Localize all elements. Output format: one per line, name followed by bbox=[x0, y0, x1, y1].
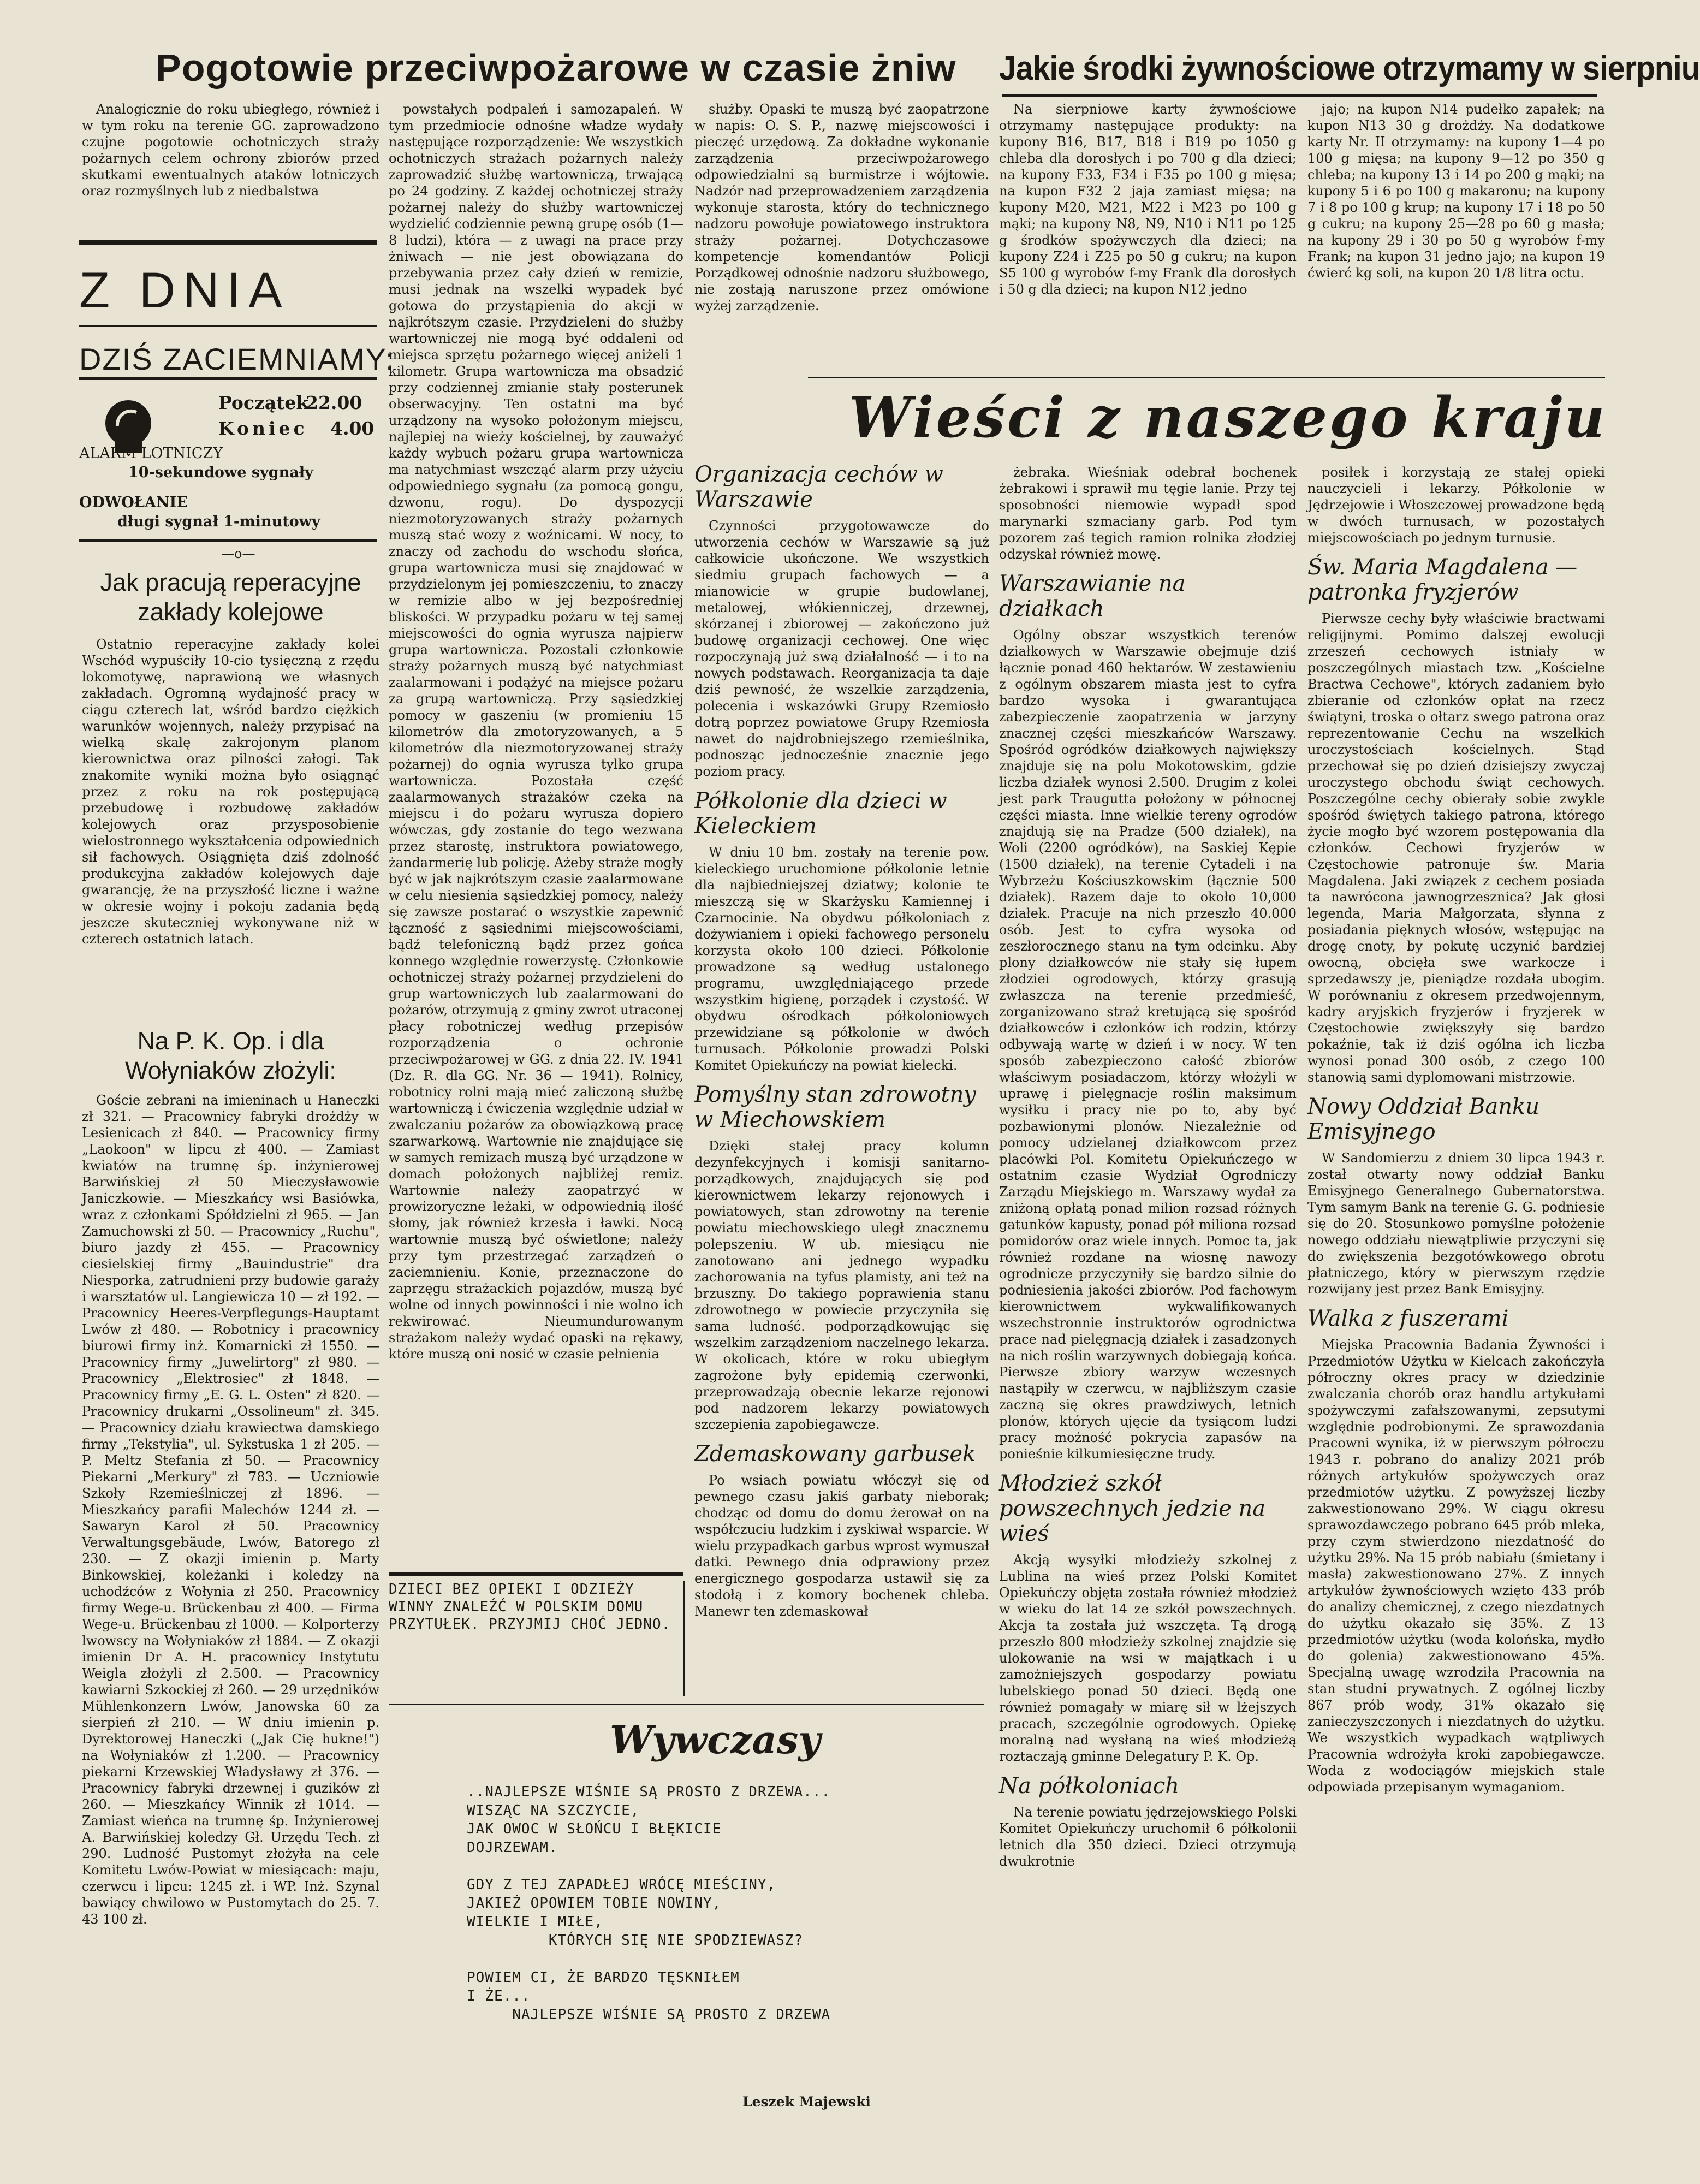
headline-wiesci: Wieści z naszego kraju bbox=[849, 385, 1607, 450]
koniec-label: Koniec bbox=[218, 418, 308, 439]
poem-line: NAJLEPSZE WIŚNIE SĄ PROSTO Z DRZEWA bbox=[467, 2007, 831, 2023]
wiesci-col1: Organizacja cechów w Warszawie Czynności przygotowawcze do utworzenia cechów w Warszawie są już całkowicie ukończone. We wszystkich siedmiu grupach fachowych — a mianowicie w grupie budowlanej, metalowej, włókienniczej, drzewnej, skórzanej i zbiorowej — zakończono już budowę organizacji cechowej. One więc rozpoczynają już swą działalność — i to na nowych podstawach. Reorganizacja ta daje dziś pewność, że wszelkie zarządzenia, polecenia i wskazówki Grupy Rzemiosło dotrą poprzez powiatowe Grupy Rzemiosła nawet do najdrobniejszego rzemieślnika, podnosząc jednocześnie znacznie jego poziom pracy. Półkolonie dla dzieci w Kieleckiem W dniu 10 bm. zostały na terenie pow. kieleckiego uruchomione półkolonie letnie dla najbiedniejszej dziatwy; kolonie te mieszczą się w Skarżysku Kamiennej i Czarnocinie. Na obydwu półkoloniach z dożywianiem i opieki fachowego personelu korzysta około 100 dzieci. Półkolonie prowadzone są według ustalonego programu, uwzględniającego przede wszystkim higienę, porządek i czystość. W obydwu ośrodkach półkoloniowych przewidziane są półkolonie w dwóch turnusach. Półkolonie prowadzi Polski Komitet Opiekuńczy na powiat kielecki. Pomyślny stan zdrowotny w Miechowskiem Dzięki stałej pracy kolumn dezynfekcyjnych i komisji sanitarno-porządkowych, znajdujących się pod kierownictwem lekarzy rejonowych i powiatowych, stan zdrowotny na terenie powiatu miechowskiego uległ znacznemu polepszeniu. W ub. miesiącu nie zanotowano ani jednego wypadku zachorowania na tyfus plamisty, ani też na brzuszny. Do takiego poprawienia stanu zdrowotnego w powiecie przyczyniła się sama ludność. podporządkowując się wszelkim zarządzeniom naczelnego lekarza. W okolicach, które w roku ubiegłym zagrożone były epidemią czerwonki, przeprowadzają obecnie lekarze rejonowi pod nadzorem lekarzy powiatowych szczepienia zapobiegawcze. Zdemaskowany garbusek Po wsiach powiatu włóczył się od pewnego czasu jakiś garbaty nieborak; chodząc od domu do domu żerował on na współczuciu ludzkim i zyskiwał wsparcie. W wielu przypadkach garbus wprost wymuszał datki. Pewnego dnia odprawiony przez energicznego gospodarza ustawił się za stodołą i z komory bochenek chleba. Manewr ten zdemaskował bbox=[694, 462, 989, 1619]
pogotowie-col3: służby. Opaski te muszą być zaopatrzone w napis: O. S. P., nazwę miejscowości i pieczęć urzędową. Za dokładne wykonanie zarządzenia przeciwpożarowego odpowiedzialni są burmistrze i wójtowie. Nadzór nad przeprowadzeniem zarządzenia wykonuje starosta, który do technicznego nadzoru powołuje powiatowego instruktora straży pożarnej. Dotychczasowe kompetencje komendantów Policji Porządkowej odnośnie nadzoru służbowego, nie zostają naruszone przez omówione wyżej zarządzenie. bbox=[694, 102, 989, 313]
poem-line: WISZĄC NA SZCZYCIE, bbox=[467, 1802, 640, 1819]
pkop-body: Goście zebrani na imieninach u Haneczki zł 321. — Pracownicy fabryki drożdży w Lesienicach zł 840. — Pracownicy firmy „Laokoon" w lipcu zł 400. — Zamiast kwiatów na trumnę śp. inżynierowej Barwińskiej zł 50 Mieczysławowie Janiczkowie. — Mieszkańcy wsi Basiówka, wraz z członkami Spółdzielni zł 965. — Jan Zamuchowski zł 50. — Pracownicy „Ruchu", biuro jazdy zł 455. — Pracownicy ciesielskiej firmy „Bauindustrie" dra Niesporka, zatrudnieni przy budowie garaży i warsztatów ul. Langiewicza 10 — zł 192. — Pracownicy Heeres-Verpflegungs-Hauptamt Lwów zł 480. — Robotnicy i pracownicy biurowi firmy inż. Komarnicki zł 1550. — Pracownicy firmy „Juwelirtorg" zł 980. — Pracownicy „Elektrosiec" zł 1848. — Pracownicy firmy „E. G. L. Osten" zł 820. — Pracownicy drukarni „Ossolineum" zł. 345. — Pracownicy działu krawiectwa damskiego firmy „Tekstylia", ul. Sykstuska 1 zł 205. — P. Meltz Stefania zł 50. — Pracownicy Piekarni „Merkury" zł 783. — Uczniowie Szkoły Rzemieślniczej zł 1896. — Mieszkańcy parafii Malechów 1244 zł. — Sawaryn Karol zł 50. Pracownicy Verwaltungsgebäude, Lwów, Batorego zł 230. — Z okazji imienin p. Marty Binkowskiej, koleżanki i koledzy na uchodźców z Wołynia zł 250. Pracownicy firmy Wege-u. Brückenbau zł 400. — Firma Wege-u. Brückenbau zł 1000. — Kolporterzy lwowscy na Wołyniaków zł 1884. — Z okazji imienin Dr A. H. pracownicy Instytutu Weigla złożyli zł 2.500. — Pracownicy kawiarni Szkockiej zł 260. — 29 urzędników Mühlenkonzern Lwów, Janowska 60 za sierpień zł 210. — W dniu imienin p. Dyrektorowej Haneczki („Jak Cię hukne!") na Wołyniaków zł 1.200. — Pracownicy piekarni Krzewskiej Władysławy zł 376. — Pracownicy fabryki drzewnej i guzików zł 260. — Mieszkańcy Winnik zł 1014. — Zamiast wieńca na trumnę śp. Inżynierowej A. Barwińskiej koledzy Gł. Urzędu Tech. zł 290. Ludność Pustomyt złożyła na cele Komitetu Lwów-Powiat w miesiącach: maju, czerwcu i lipcu: 1245 zł. i WP. Inż. Szynal bawiący chwilowo w Pustomytach do 25. 7. 43 100 zł. bbox=[82, 1093, 379, 1927]
poem-line: POWIEM CI, ŻE BARDZO TĘSKNIŁEM bbox=[467, 1969, 740, 1986]
pkop-title: Na P. K. Op. i dla Wołyniaków złożyli: bbox=[125, 1027, 336, 1084]
subhead-polkolonie-kieleckie: Półkolonie dla dzieci w Kieleckiem bbox=[694, 788, 947, 839]
srodki-col2: jajo; na kupon N14 pudełko zapałek; na kupon N13 30 g drożdży. Na dodatkowe karty Nr. II otrzymamy: na kupony 1—4 po 100 g mięsa; na kupony 9—12 po 350 g chleba; na kupony 13 i 14 po 200 g mąki; na kupony 5 i 6 po 100 g makaronu; na kupony 7 i 8 po 100 g krup; na kupony 17 i 18 po 50 g cukru; na kupony 25—28 po 60 g masła; na kupony 29 i 30 po 50 g wyrobów f-my Frank; na kupon 31 jedno jajo; na kupon 19 ćwierć kg soli, na kupon 20 1/8 litra octu. bbox=[1307, 102, 1605, 281]
zdnia-top-rule bbox=[79, 240, 377, 245]
zaciemniamy-rule bbox=[79, 377, 377, 380]
subhead-magdalena: Św. Maria Magdalena — patronka fryzjerów bbox=[1307, 555, 1578, 605]
poczatek-time: 22.00 bbox=[306, 392, 362, 413]
poem-line bbox=[467, 1857, 947, 1876]
subhead-cechy: Organizacja cechów w Warszawie bbox=[694, 462, 943, 512]
zaciemniamy-label: DZIŚ ZACIEMNIAMY: bbox=[79, 342, 395, 376]
poem-line: JAK OWOC W SŁOŃCU I BŁĘKICIE bbox=[467, 1821, 722, 1837]
wywczasy-top-rule bbox=[389, 1704, 984, 1705]
poem-author: Leszek Majewski bbox=[742, 2094, 871, 2110]
srodki-col1: Na sierpniowe karty żywnościowe otrzymamy następujące produkty: na kupony B16, B17, B18 i B19 po 1050 g chleba dla dorosłych i po 700 g dla dzieci; na kupony F33, F34 i F35 po 100 g mięsa; na kupon F32 2 jaja zamiast mięsa; na kupony M20, M21, M22 i M23 po 100 g mąki; na kupony N8, N9, N10 i N11 po 125 g środków spożywczych dla dzieci; na kupony Z24 i Z25 po 50 g cukru; na kupon S5 100 g wyrobów f-my Frank dla dorosłych i 50 g dla dzieci; na kupon N12 jedno bbox=[999, 102, 1297, 297]
zdnia-mid-rule bbox=[79, 325, 377, 327]
alarm-signal: 10-sekundowe sygnały bbox=[128, 464, 313, 481]
subhead-garbusek: Zdemaskowany garbusek bbox=[694, 1441, 976, 1467]
pogotowie-col2: powstałych podpaleń i samozapaleń. W tym przedmiocie odnośne władze wydały następujące rozporządzenie: We wszystkich ochotniczych strażach pożarnych należy zaprowadzić służbę wartowniczą, trwającą po 24 godziny. Z każdej ochotniczej straży pożarnej należy do służby wartowniczej wydzielić codziennie pewną grupę osób (1—8 ludzi), która — z uwagi na prace przy żniwach — nie jest obowiązana do przebywania przez cały dzień w remizie, musi jednak na wszelki wypadek być gotowa do przystąpienia do akcji w najkrótszym czasie. Przydzieleni do służby wartowniczej nie mogą być oddaleni od miejsca sprzętu pożarnego więcej aniżeli 1 kilometr. Grupa wartownicza ma obsadzić przy codziennej zmianie stały posterunek obserwacyjny. Ten ostatni ma być urządzony na wysoko położonym miejscu, najlepiej na wieży kościelnej, by zauważyć każdy wybuch pożaru grupa wartownicza ma natychmiast wszcząć alarm przy użyciu odpowiedniego sygnału (za pomocą gongu, dzwonu, rogu). Do dyspozycji niezmotoryzowanych straży pożarnych muszą stać wozy z woźnicami. W nocy, to znaczy od zachodu do wschodu słońca, grupa wartownicza musi się znajdować w przydzielonym jej pomieszczeniu, to znaczy w remizie albo w jej bezpośredniej bliskości. W przypadku pożaru w tej samej miejscowości do ognia wyrusza najpierw grupa wartownicza. Pozostali członkowie straży pożarnych muszą być natychmiast zaalarmowani i podążyć na miejsce pożaru za grupą wartowniczą. Przy sąsiedzkiej pomocy w gaszeniu (w promieniu 15 kilometrów dla zmotoryzowanych, a 5 kilometrów dla niezmotoryzowanej straży pożarnej) do ognia wyrusza tylko grupa wartownicza. Pozostała część zaalarmowanych strażaków czeka na miejscu i do pożaru wyrusza dopiero wówczas, gdy zostanie do tego wezwana przez starostę, instruktora powiatowego, żandarmerię lub policję. Ażeby straże mogły być w jak najkrótszym czasie zaalarmowane w celu niesienia sąsiedzkiej pomocy, należy się zawsze postarać o wszystkie zapewnić łączność z sąsiednimi miejscowościami, bądź telefoniczną bądź przez gońca konnego względnie rowerzystę. Członkowie ochotniczej straży pożarnej przydzieleni do grup wartowniczych lub zaalarmowani do pożarów, otrzymują z gminy zwrot utraconej płacy robotniczej według przepisów rozporządzenia o ochronie przeciwpożarowej w GG. z dnia 22. IV. 1941 (Dz. R. dla GG. Nr. 36 — 1941). Rolnicy, robotnicy rolni mają mieć zaliczoną służbę wartowniczą i ćwiczenia względnie udział w zwalczaniu pożarów za obowiązkową pracę szarwarkową. Wartownie nie znajdujące się w samych remizach muszą być urządzone w domach położonych najbliżej remiz. Wartownie należy zaopatrzyć w prowizoryczne leżaki, w odpowiednią ilość słomy, jak również krzesła i ławki. Nocą wartownie muszą być oświetlone; należy przy tym przestrzegać zarządzeń o zaciemnieniu. Konie, przeznaczone do zaprzęgu strażackich pojazdów, muszą być wolne od innych powinności i nie wolno ich rekwirować. Nieumundurowanym strażakom należy wydać opaski na rękawy, które muszą oni nosić w czasie pełnienia bbox=[389, 102, 683, 1362]
poem-line: KTÓRYCH SIĘ NIE SPODZIEWASZ? bbox=[467, 1932, 804, 1949]
wiesci-top-rule bbox=[808, 377, 1605, 378]
headline-srodki: Jakie środki żywnościowe otrzymamy w sierpniu bbox=[999, 50, 1700, 87]
subhead-fuszery: Walka z fuszerami bbox=[1307, 1306, 1509, 1331]
poem-line bbox=[467, 1950, 947, 1968]
wywczasy-poem bbox=[467, 1783, 947, 2024]
poem-line: ..NAJLEPSZE WIŚNIE SĄ PROSTO Z DRZEWA... bbox=[467, 1784, 831, 1800]
poem-line: I ŻE... bbox=[467, 1988, 531, 2004]
wiesci-col2: żebraka. Wieśniak odebrał bochenek żebrakowi i sprawił mu tęgie lanie. Przy tej sposobności niemowie wypadł spod marynarki szmaciany garb. Pod tym pozorem zaś tegich ramion rolnika złodziej odzyskał również mowę. Warszawianie na działkach Ogólny obszar wszystkich terenów działkowych w Warszawie obejmuje dziś łącznie ponad 460 hektarów. W zestawieniu z ogólnym obszarem miasta jest to cyfra bardzo wysoka i gwarantująca zabezpieczenie zaopatrzenia w jarzyny znacznej części mieszkańców Warszawy. Spośród ogródków działkowych największy znajduje się na polu Mokotowskim, gdzie liczba działek wynosi 2.500. Drugim z kolei jest park Traugutta położony w północnej części miasta. Inne wielkie tereny ogrodów znajdują się na Pradze (500 działek), na Woli (2200 ogródków), na Saskiej Kępie (1500 działek), na terenie Cytadeli i na Wybrzeżu Kościuszkowskim (łącznie 500 działek). Razem daje to około 10,000 działek. Pracuje na nich przeszło 40.000 osób. Jest to cyfra wysoka od zeszłorocznego stanu na tym odcinku. Aby plony działkowców nie stały się łupem złodziei ogrodowych, którzy grasują zwłaszcza na terenie przedmieść, zorganizowano straż kretującą się spośród działkowców i członków ich rodzin, którzy odbywają wartę w dzień i w nocy. W ten sposób zabezpieczono całość zbiorów właściwym posiadaczom, którzy włożyli w uprawę i pielęgnacje roślin maksimum wysiłku i pracy nie po to, aby być pozbawionymi plonów. Niezależnie od pomocy udzielanej działkowcom przez placówki Pol. Komitetu Opiekuńczego w ostatnim czasie Wydział Ogrodniczy Zarządu Miejskiego m. Warszawy wydał za zniżoną opłatą ponad milion rozsad różnych gatunków kapusty, ponad pół miliona rozsad pomidorów oraz wiele innych. Pomoc ta, jak również rozdane na wiosnę nawozy ogrodnicze przyczyniły się bardzo silnie do podniesienia jakości zbiorów. Pod fachowym kierownictwem wykwalifikowanych wszechstronnie instruktorów ogrodnictwa prace nad pielęgnacją działek i zasadzonych na nich roślin warzywnych dobiegają końca. Pierwsze zbiory warzyw wczesnych nastąpiły w czerwcu, w najbliższym czasie zaczną się okres prawdziwych, letnich plonów, których ujęcie da tysiącom ludzi pracy możność pokrycia zapasów na ponieśnie kilkumiesięczne trudy. Młodzież szkół powszechnych jedzie na wieś Akcją wysyłki młodzieży szkolnej z Lublina na wieś przez Polski Komitet Opiekuńczy objęta została również młodzież w wieku do lat 14 ze szkół powszechnych. Akcja ta została już wszczęta. Tą drogą przeszło 800 młodzieży szkolnej znajdzie się ulokowanie na wsi w majątkach i u zamożniejszych gospodarzy powiatu lubelskiego ponad 50 dzieci. Będą one również pomagały w miarę sił w lżejszych pracach, szczególnie ogrodowych. Opiekę moralną nad wysłaną na wieś młodzieżą roztaczają gminne Delegatury P. K. Op. Na półkoloniach Na terenie powiatu jędrzejowskiego Polski Komitet Opiekuńczy uruchomił 6 półkolonii letnich dla 350 dzieci. Dzieci otrzymują dwukrotnie bbox=[999, 465, 1297, 1869]
subhead-na-polkoloniach: Na półkoloniach bbox=[999, 1773, 1179, 1799]
dzieci-appeal-box: DZIECI BEZ OPIEKI I ODZIEŻY WINNY ZNALEŹĆ W POLSKIM DOMU PRZYTUŁEK. PRZYJMIJ CHOĆ JEDNO. bbox=[389, 1581, 685, 1696]
poem-line: DOJRZEWAM. bbox=[467, 1839, 558, 1856]
koniec-time: 4.00 bbox=[330, 418, 375, 439]
odwolanie-label: ODWOŁANIE bbox=[79, 494, 188, 511]
poczatek-label: Początek bbox=[218, 392, 309, 413]
pogotowie-col2-rule bbox=[389, 1572, 683, 1576]
zdnia-bottom-rule bbox=[79, 539, 377, 542]
wiesci-col3: posiłek i korzystają ze stałej opieki nauczycieli i lekarzy. Półkolonie w Jędrzejowie i Włoszczowej prowadzone będą w dwóch turnusach, w pozostałych miejscowościach po jednym turnusie. Św. Maria Magdalena — patronka fryzjerów Pierwsze cechy były właściwie bractwami religijnymi. Pomimo dalszej ewolucji zrzeszeń cechowych istniały w poszczególnych miastach tzw. „Kościelne Bractwa Cechowe", których zadaniem było zbieranie od członków opłat na rzecz świątyni, troska o ołtarz swego patrona oraz reprezentowanie Cechu na wszelkich uroczystościach kościelnych. Stąd przechował się po dzień dzisiejszy zwyczaj uroczystego obchodu świąt cechowych. Poszczególne cechy obierały sobie zwykle spośród świętych takiego patrona, którego życie mogło być wzorem postępowania dla członków. Cechowi fryzjerów w Częstochowie patronuje św. Maria Magdalena. Jaki związek z cechem posiada ta nawrócona jawnogrzesznica? Jak głosi legenda, Maria Małgorzata, słynna z posiadania pięknych włosów, wstępując na drogę cnoty, by pokutę uczynić bardziej owocną, obcięła swe warkocze i sprzedawszy je, pieniądze rozdała ubogim. W porównaniu z okresem przedwojennym, kadry aryjskich fryzjerów i fryzjerek w Częstochowie zwiększyły się bardzo pokaźnie, tak iż dziś ogólna ich liczba wynosi ponad 300 osób, z czego 100 stanowią sami dyplomowani mistrzowie. Nowy Oddział Banku Emisyjnego W Sandomierzu z dniem 30 lipca 1943 r. został otwarty nowy oddział Banku Emisyjnego Generalnego Gubernatorstwa. Tym samym Bank na terenie G. G. podniesie się do 20. Stosunkowo pomyślne położenie nowego oddziału niewątpliwie przyczyni się do zwiększenia bezgotówkowego obrotu płatniczego, który w pierwszym rzędzie rozwijany jest przez Bank Emisyjny. Walka z fuszerami Miejska Pracownia Badania Żywności i Przedmiotów Użytku w Kielcach zakończyła półroczny okres pracy w dziedzinie zwalczania chorób oraz handlu artykułami spożywczymi zafałszowanymi, zepsutymi względnie podrobionymi. Ze sprawozdania Pracowni wynika, iż w pierwszym półroczu 1943 r. pobrano do analizy 2021 prób różnych artykułów spożywczych oraz przedmiotów użytku. Z powyższej liczby zakwestionowano 29%. W ciągu okresu sprawozdawczego pobrano 645 prób mleka, przy czym stwierdzono niezdatność do użytku 29%. Na 15 prób nabiału (śmietany i masła) zakwestionowano 27%. Z innych artykułów żywnościowych wzięto 433 prób do analizy chemicznej, z czego niezdatnych do użytku okazało się 35%. Z 13 przedmiotów użytku (woda kolońska, mydło do golenia) zakwestionowano 45%. Specjalną uwagę wzrodziła Pracownia na stan studni prywatnych. Z ogólnej liczby 867 prób wody, 31% okazało się zanieczyszczonych i niezdatnych do użytku. We wszystkich wypadkach wątpliwych Pracownia wdrożyła kroki zapobiegawcze. Woda z wodociągów miejskich stale odpowiada przepisanym wymaganiom. bbox=[1307, 465, 1605, 1795]
subhead-dzialki: Warszawianie na działkach bbox=[999, 571, 1186, 621]
headline-underline bbox=[1002, 94, 1597, 97]
zdnia-title: Z DNIA bbox=[79, 263, 290, 318]
poem-line: GDY Z TEJ ZAPADŁEJ WRÓCĘ MIEŚCINY, bbox=[467, 1877, 776, 1893]
alarm-label: ALARM LOTNICZY bbox=[79, 445, 223, 462]
reperacyjne-title: Jak pracują reperacyjne zakłady kolejowe bbox=[100, 568, 361, 626]
subhead-mlodziez: Młodzież szkół powszechnych jedzie na wieś bbox=[999, 1471, 1266, 1546]
divider-ornament: —o— bbox=[221, 546, 255, 561]
headline-pogotowie: Pogotowie przeciwpożarowe w czasie żniw bbox=[156, 46, 956, 89]
wywczasy-title: Wywczasy bbox=[610, 1717, 821, 1762]
subhead-bank: Nowy Oddział Banku Emisyjnego bbox=[1307, 1094, 1540, 1144]
poem-line: WIELKIE I MIŁE, bbox=[467, 1914, 603, 1930]
subhead-miechowskie: Pomyślny stan zdrowotny w Miechowskiem bbox=[694, 1082, 976, 1132]
poem-line: JAKIEŻ OPOWIEM TOBIE NOWINY, bbox=[467, 1895, 722, 1912]
reperacyjne-body: Ostatnio reperacyjne zakłady kolei Wschód wypuściły 10-cio tysięczną z rzędu lokomotywę, naprawioną we własnych zakładach. Ogromną wydajność pracy w ciągu czterech lat, wśród bardzo ciężkich warunków wojennych, należy przypisać na wielką skalę zakrojonym planom kierownictwa oraz pilności załogi. Tak znakomite wyniki można było osiągnąć przez z roku na rok postępującą przebudowę i rozbudowę zakładów kolejowych oraz przysposobienie wielostronnego wykształcenia odpowiednich sił fachowych. Osiągnięta dziś zdolność produkcyjna zakładów kolejowych daje gwarancję, że na przyszłość liczne i ważne w okresie wojny i pokoju zadania będą jeszcze skuteczniej wykonywane niż w czterech ostatnich latach. bbox=[82, 637, 379, 947]
pogotowie-intro: Analogicznie do roku ubiegłego, również i w tym roku na terenie GG. zaprowadzono czujne pogotowie ochotniczych straży pożarnych celem ochrony zbiorów przed skutkami ewentualnych ataków lotniczych oraz rozmyślnych lub z niedbalstwa bbox=[82, 102, 379, 199]
odwolanie-signal: długi sygnał 1-minutowy bbox=[117, 513, 320, 530]
